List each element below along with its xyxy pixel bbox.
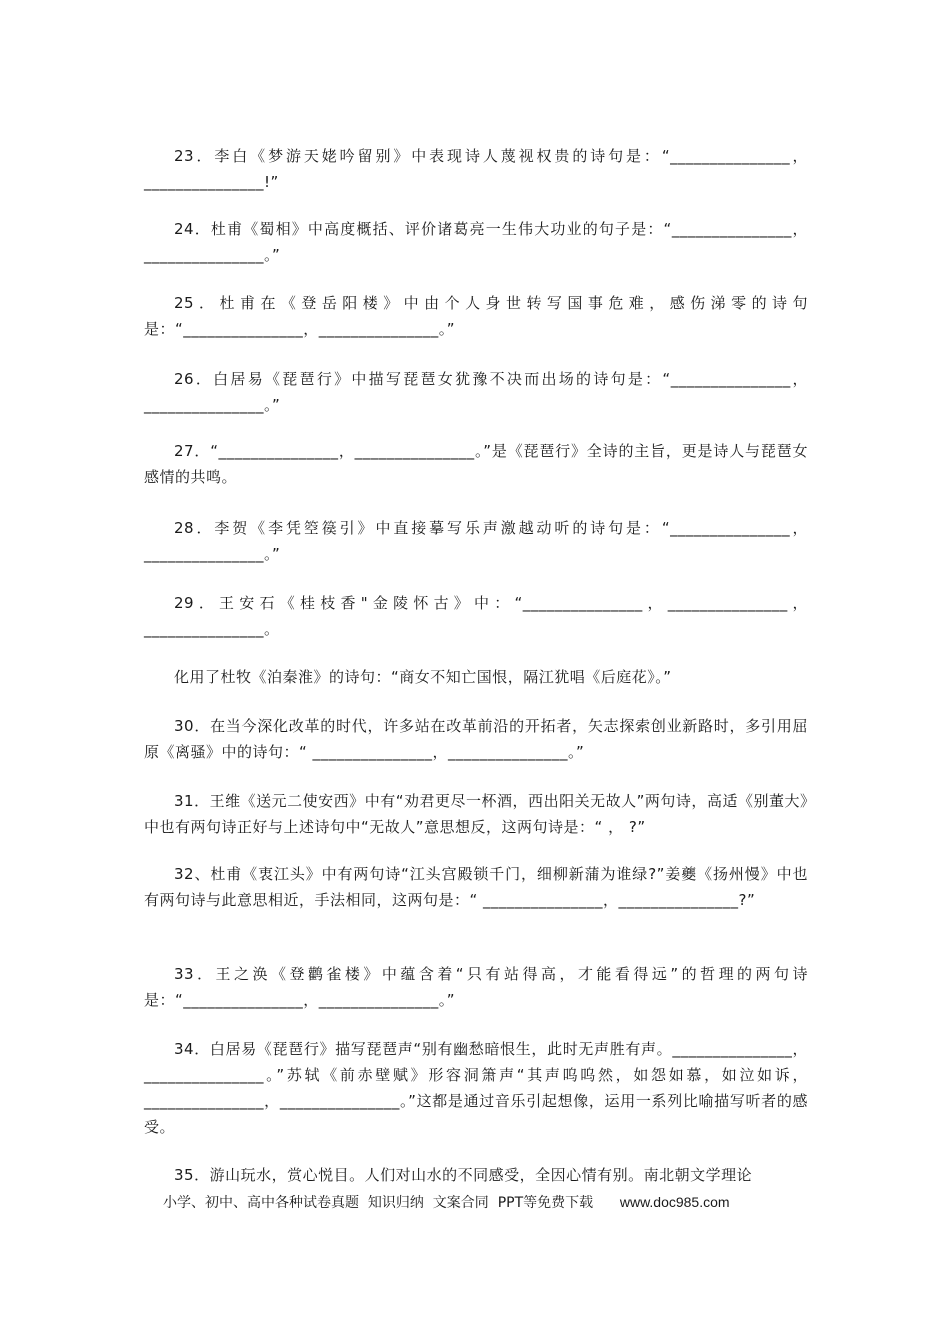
footer-text: 小学、初中、高中各种试卷真题 知识归纳 文案合同 PPT等免费下载 — [163, 1195, 594, 1211]
question-29-continuation: 化用了杜牧《泊秦淮》的诗句：“商女不知亡国恨，隔江犹唱《后庭花》。” — [174, 668, 672, 686]
question-28: 28．李贺《李凭箜篌引》中直接摹写乐声激越动听的诗句是：“_______________，_______________。” — [144, 519, 808, 563]
question-35: 35．游山玩水，赏心悦目。人们对山水的不同感受，全因心情有别。南北朝文学理论 — [174, 1166, 753, 1184]
question-29: 29．王安石《桂枝香"金陵怀古》中：“_______________，_______________，_______________。 — [144, 594, 808, 638]
question-34: 34．白居易《琵琶行》描写琵琶声“别有幽愁暗恨生，此时无声胜有声。_______________，_______________。”苏轼《前赤壁赋》形容洞箫声“其声呜呜然，如怨如慕，如泣如诉，_______________，_______________。”这都是通过音乐引起想像，运用一系列比喻描写听者的感受。 — [144, 1040, 808, 1136]
question-23: 23．李白《梦游天姥吟留别》中表现诗人蔑视权贵的诗句是：“_______________，_______________!” — [144, 147, 808, 191]
question-25: 25．杜甫在《登岳阳楼》中由个人身世转写国事危难，感伤涕零的诗句是：“_______________，_______________。” — [144, 294, 808, 338]
question-26: 26．白居易《琵琶行》中描写琵琶女犹豫不决而出场的诗句是：“_______________，_______________。” — [144, 370, 808, 414]
question-33: 33．王之涣《登鹳雀楼》中蕴含着“只有站得高，才能看得远”的哲理的两句诗是：“_______________，_______________。” — [144, 965, 808, 1009]
footer-url[interactable]: www.doc985.com — [619, 1194, 730, 1210]
question-31: 31．王维《送元二使安西》中有“劝君更尽一杯酒，西出阳关无故人”两句诗，高适《别董大》中也有两句诗正好与上述诗句中“无故人”意思想反，这两句诗是：“ ， ?” — [144, 792, 808, 836]
question-27: 27．“_______________，_______________。”是《琵琶行》全诗的主旨，更是诗人与琵琶女感情的共鸣。 — [144, 442, 808, 486]
page-footer — [163, 1193, 730, 1212]
question-30: 30．在当今深化改革的时代，许多站在改革前沿的开拓者，矢志探索创业新路时，多引用屈原《离骚》中的诗句：“ _______________，_______________。” — [144, 717, 808, 761]
question-24: 24．杜甫《蜀相》中高度概括、评价诸葛亮一生伟大功业的句子是：“_______________，_______________。” — [144, 220, 808, 264]
question-32: 32、杜甫《衷江头》中有两句诗“江头宫殿锁千门，细柳新蒲为谁绿?”姜夔《扬州慢》中也有两句诗与此意思相近，手法相同，这两句是：“ _______________，_______________?” — [144, 865, 808, 909]
